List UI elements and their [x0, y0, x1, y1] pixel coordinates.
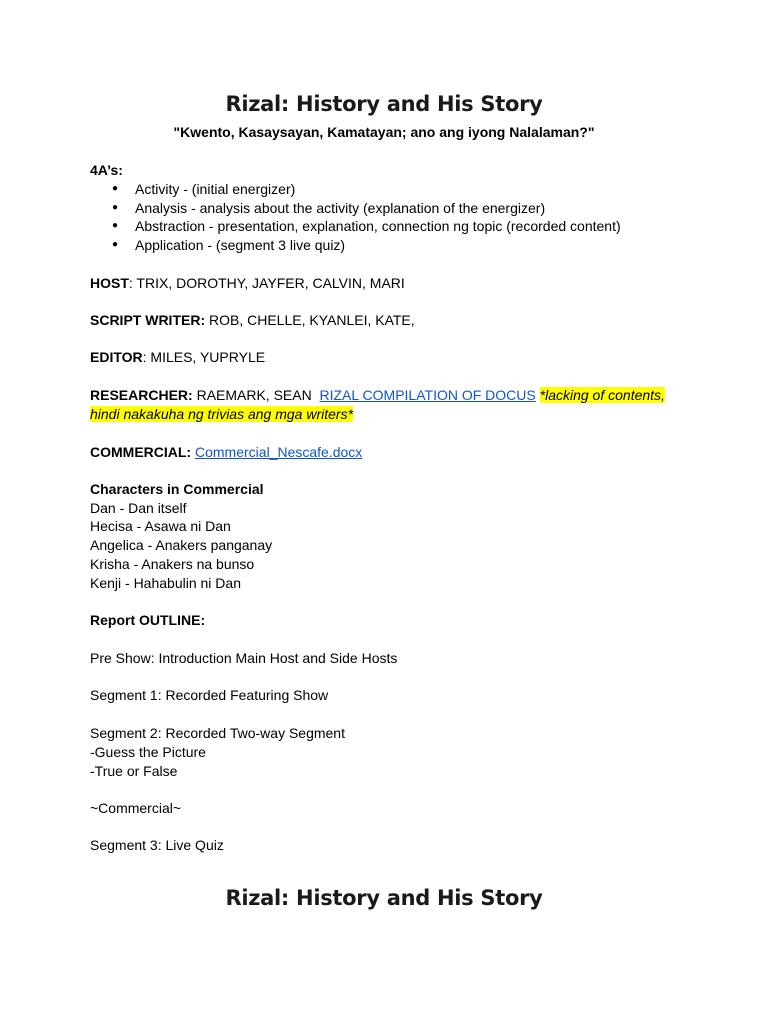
- host-value: : TRIX, DOROTHY, JAYFER, CALVIN, MARI: [128, 275, 405, 291]
- script-writer-line: [90, 311, 415, 330]
- fouras-item-activity: ● Activity - (initial energizer): [112, 180, 621, 199]
- fouras-list: [112, 180, 621, 254]
- segment-1-line: Segment 1: Recorded Featuring Show: [90, 687, 329, 703]
- commercial-line: [90, 443, 362, 462]
- fouras-item-application: ● Application - (segment 3 live quiz): [112, 236, 621, 255]
- commercial-label: COMMERCIAL:: [90, 444, 192, 460]
- researcher-note-2: hindi nakakuha ng trivias ang mga writers*: [90, 406, 354, 422]
- editor-line: [90, 348, 265, 367]
- character-item: Angelica - Anakers panganay: [90, 537, 273, 553]
- editor-label: EDITOR: [90, 349, 143, 365]
- researcher-note-1: *lacking of contents,: [539, 387, 665, 403]
- rizal-compilation-link[interactable]: RIZAL COMPILATION OF DOCUS: [319, 387, 536, 403]
- fouras-heading: 4A’s:: [90, 162, 123, 178]
- script-writer-value: ROB, CHELLE, KYANLEI, KATE,: [205, 312, 415, 328]
- researcher-label: RESEARCHER:: [90, 387, 193, 403]
- commercial-doc-link[interactable]: Commercial_Nescafe.docx: [195, 444, 363, 460]
- character-item: Krisha - Anakers na bunso: [90, 556, 255, 572]
- document-title: Rizal: History and His Story: [225, 92, 543, 116]
- character-item: Kenji - Hahabulin ni Dan: [90, 575, 241, 591]
- host-label: HOST: [90, 275, 129, 291]
- editor-value: : MILES, YUPRYLE: [142, 349, 266, 365]
- fouras-item-abstraction: ● Abstraction - presentation, explanation, connection ng topic (recorded content): [112, 217, 621, 236]
- report-outline-heading: Report OUTLINE:: [90, 612, 206, 628]
- character-item: Hecisa - Asawa ni Dan: [90, 518, 231, 534]
- characters-heading: Characters in Commercial: [90, 481, 264, 497]
- commercial-break-line: ~Commercial~: [90, 800, 182, 816]
- researcher-line: [90, 386, 665, 405]
- segment-3-line: Segment 3: Live Quiz: [90, 837, 224, 853]
- next-page-title: Rizal: History and His Story: [225, 886, 543, 910]
- segment-2-line: Segment 2: Recorded Two-way Segment: [90, 725, 345, 741]
- character-item: Dan - Dan itself: [90, 500, 187, 516]
- fouras-item-analysis: ● Analysis - analysis about the activity (explanation of the energizer): [112, 199, 621, 218]
- segment-2-item: -True or False: [90, 763, 178, 779]
- researcher-note-line-2: [90, 405, 353, 424]
- researcher-value: RAEMARK, SEAN: [192, 387, 320, 403]
- segment-2-item: -Guess the Picture: [90, 744, 206, 760]
- script-writer-label: SCRIPT WRITER:: [90, 312, 206, 328]
- document-subtitle: "Kwento, Kasaysayan, Kamatayan; ano ang iyong Nalalaman?": [173, 124, 595, 140]
- host-line: [90, 274, 405, 293]
- pre-show-line: Pre Show: Introduction Main Host and Side Hosts: [90, 650, 398, 666]
